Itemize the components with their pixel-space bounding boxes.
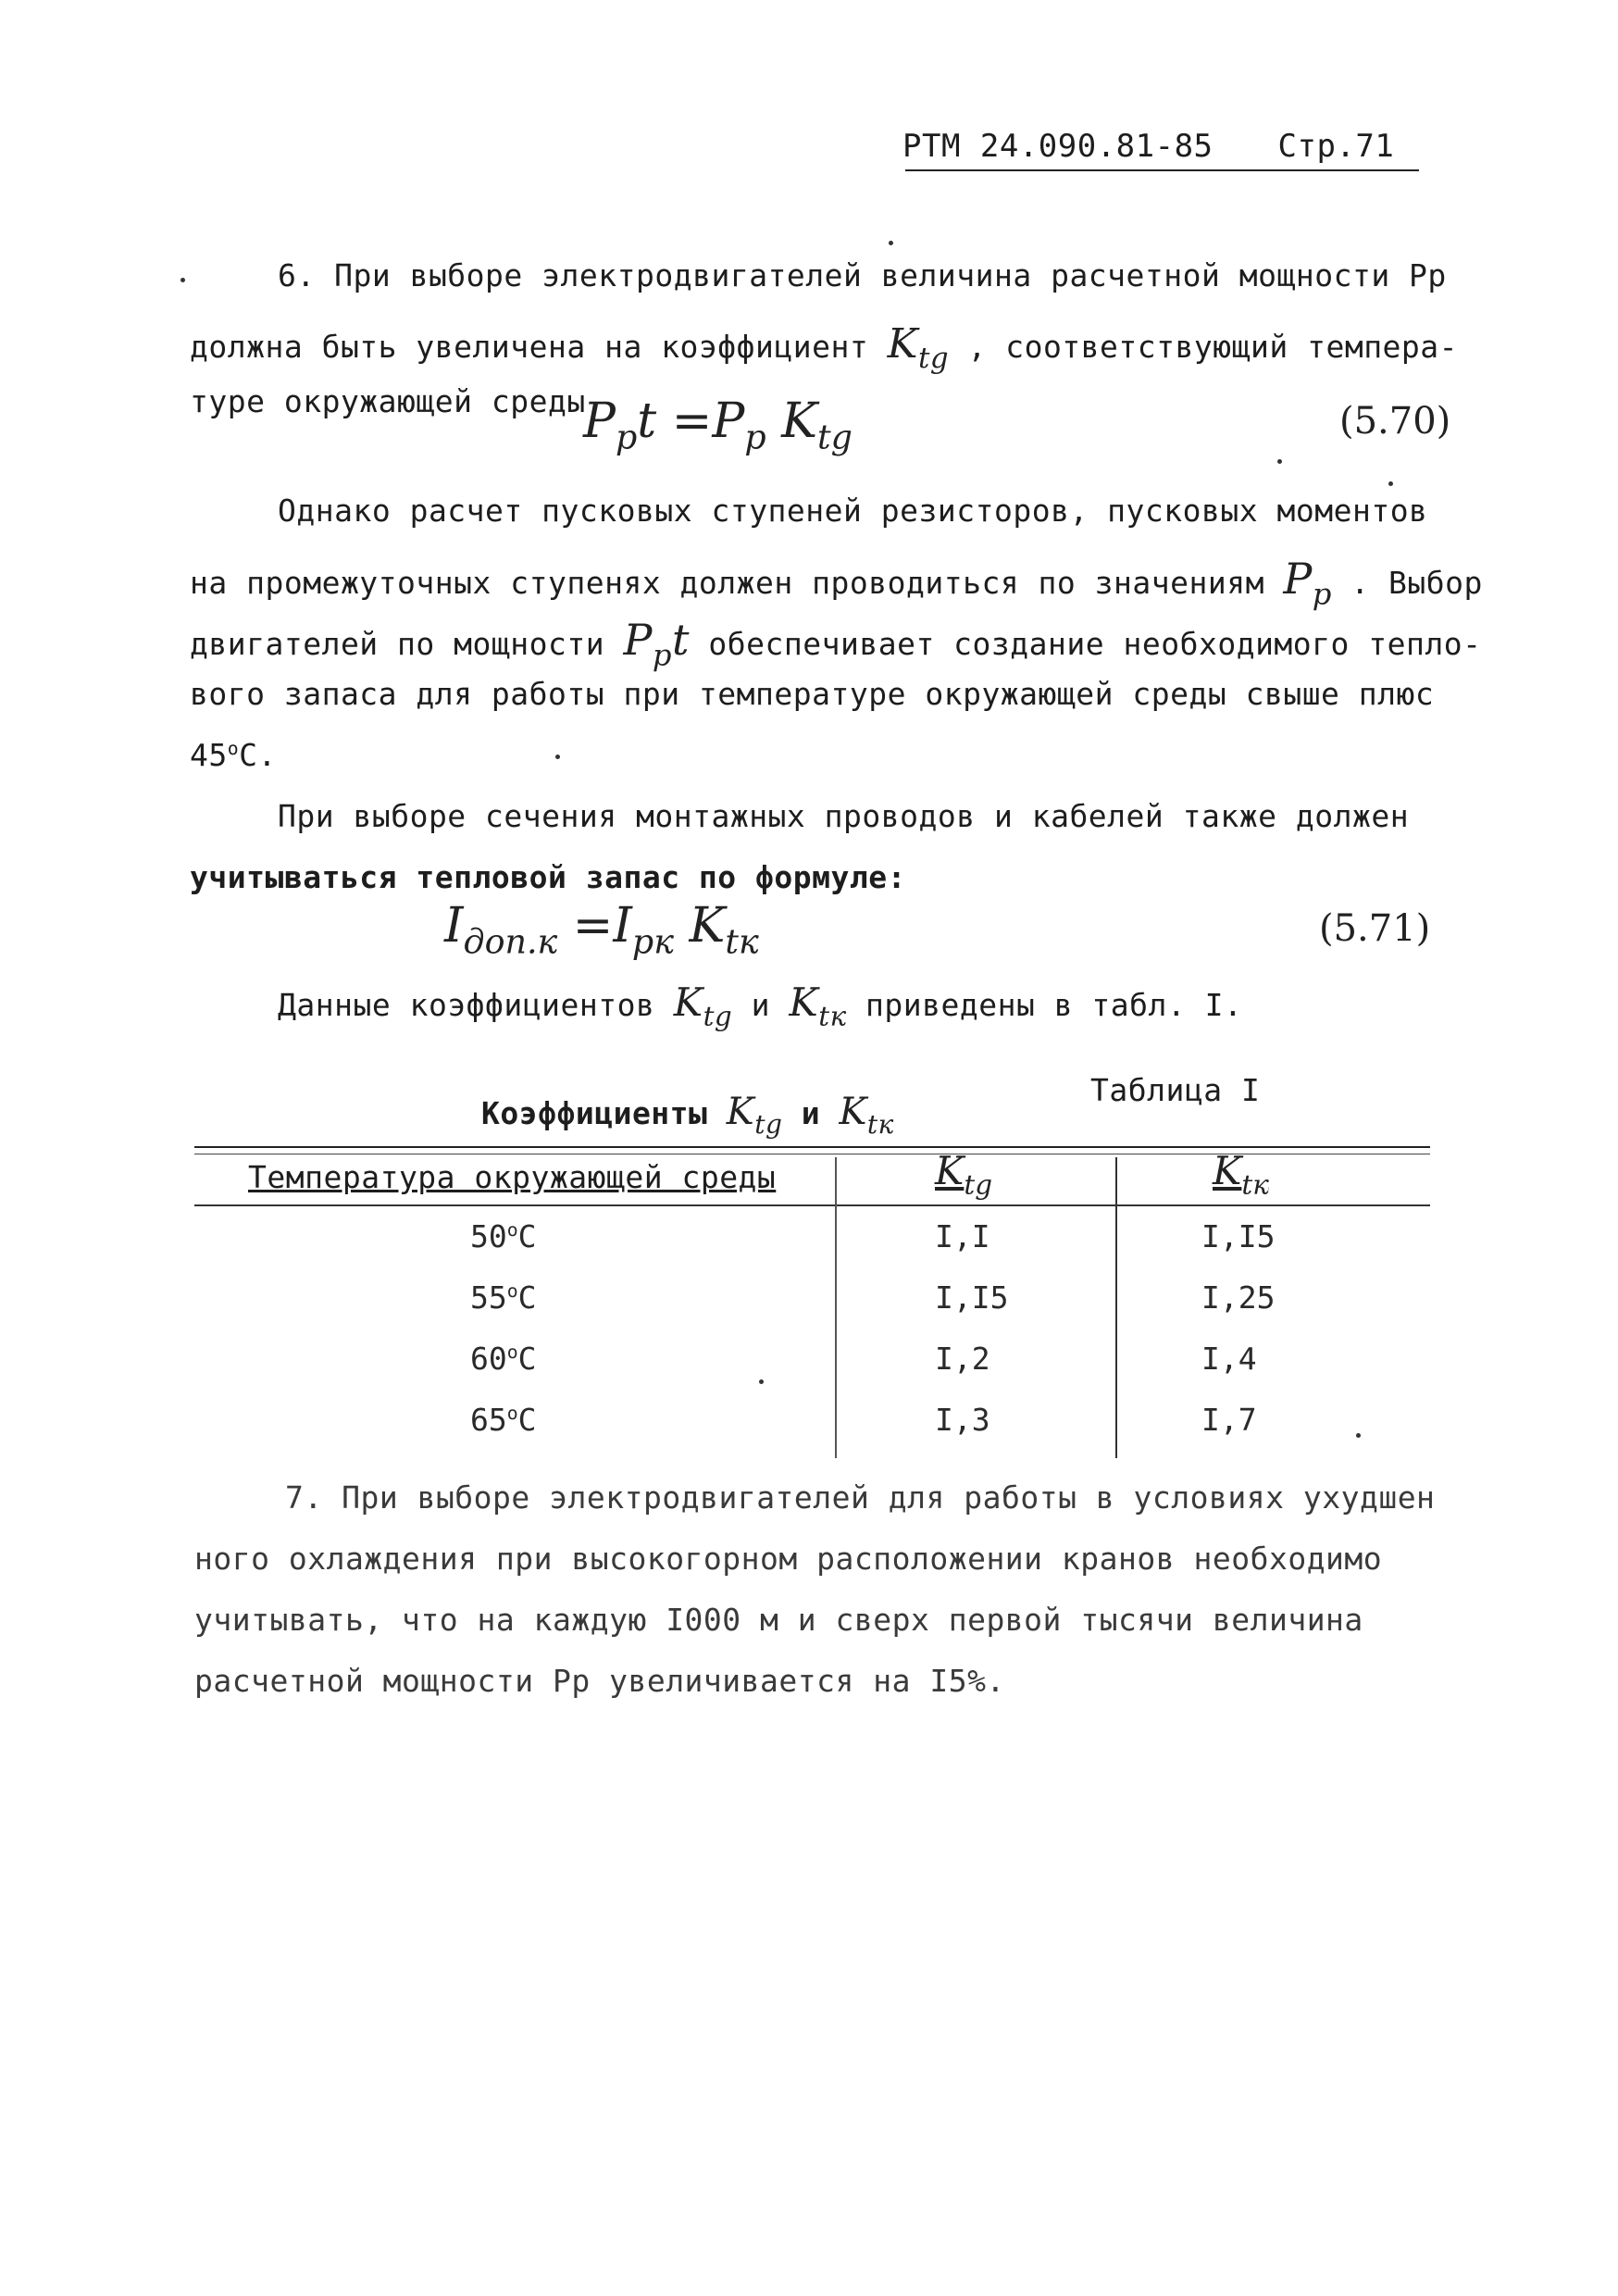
table-header-ktk xyxy=(1213,1148,1269,1200)
scan-speck xyxy=(180,278,185,282)
p-letter: P xyxy=(623,615,653,665)
k-letter: K xyxy=(839,1091,867,1133)
table-caption xyxy=(481,1091,894,1140)
p-subscript: p xyxy=(652,637,673,673)
para2-line3-text-b: обеспечивает создание необходимого тепло- xyxy=(708,626,1482,662)
table-cell-ktk: I,7 xyxy=(1201,1402,1257,1438)
k-subscript: tg xyxy=(703,1000,733,1032)
table-cell-ktg: I,3 xyxy=(935,1402,990,1438)
temperature-value: 60 xyxy=(470,1341,507,1377)
formula-symbol: P xyxy=(583,393,616,449)
ktg-symbol xyxy=(887,320,950,375)
scan-speck xyxy=(1277,459,1282,464)
k-letter: K xyxy=(887,320,918,368)
section7-line4: расчетной мощности Рр увеличивается на I5%. xyxy=(194,1663,1005,1699)
para2-line4: вого запаса для работы при температуре окружающей среды свыше плюс xyxy=(190,676,1435,712)
k-letter: K xyxy=(789,980,819,1025)
temperature-unit: С xyxy=(517,1218,537,1254)
k-letter: K xyxy=(1213,1148,1242,1193)
formula-subscript: tg xyxy=(817,417,853,457)
table-cell-ktk: I,25 xyxy=(1201,1279,1276,1316)
section6-line2-text-b: , соответствующий темпера- xyxy=(967,329,1459,365)
equation-number-5-71: (5.71) xyxy=(1319,907,1431,950)
temperature-unit: С xyxy=(517,1279,537,1316)
para2-line3 xyxy=(190,615,1481,672)
para2-line3-text-a: двигателей по мощности xyxy=(190,626,605,662)
table-header-temperature: Температура окружающей среды xyxy=(248,1159,777,1195)
ppt-symbol xyxy=(623,615,691,673)
formula-5-71 xyxy=(444,898,759,962)
formula-subscript: доп.к xyxy=(463,921,558,962)
section7-line3: учитывать, что на каждую I000 м и сверх первой тысячи величина xyxy=(194,1602,1363,1638)
formula-subscript: рк xyxy=(631,921,674,962)
table-cell-ktk: I,4 xyxy=(1201,1341,1257,1377)
degree-mark: o xyxy=(227,738,240,760)
degree-mark: o xyxy=(506,1341,518,1364)
conjunction: и xyxy=(751,987,770,1023)
formula-symbol: K xyxy=(781,393,817,449)
table-cell-ktg: I,2 xyxy=(935,1341,990,1377)
temperature-unit: С xyxy=(517,1402,537,1438)
ktk-symbol xyxy=(839,1091,894,1140)
table-reference-text-b: приведены в табл. I. xyxy=(865,987,1243,1023)
table-row-temperature xyxy=(470,1341,537,1377)
document-code: РТМ 24.090.81-85 xyxy=(902,128,1214,165)
page-header xyxy=(902,128,1394,165)
k-subscript: tg xyxy=(754,1108,783,1140)
table-cell-ktk: I,I5 xyxy=(1201,1218,1276,1254)
k-letter: K xyxy=(673,980,703,1025)
table-row-temperature xyxy=(470,1402,537,1438)
formula-symbol: P xyxy=(712,393,745,449)
formula-subscript: p xyxy=(616,417,638,457)
table-column-divider xyxy=(835,1157,837,1458)
para2-line2 xyxy=(190,554,1483,611)
formula-equals: = xyxy=(572,898,614,954)
table-row-temperature xyxy=(470,1218,537,1254)
p-subscript: p xyxy=(1312,576,1332,612)
para2-line2-text-a: на промежуточных ступенях должен проводиться по значениям xyxy=(190,565,1264,601)
p-letter: P xyxy=(1283,554,1313,604)
degree-mark: o xyxy=(506,1280,518,1303)
t-letter: t xyxy=(672,615,691,665)
degree-mark: o xyxy=(506,1219,518,1242)
formula-symbol: I xyxy=(444,898,464,954)
ktg-symbol xyxy=(673,980,733,1032)
temperature-value: 50 xyxy=(470,1218,507,1254)
formula-symbol: t xyxy=(637,393,657,449)
k-subscript: tк xyxy=(866,1108,894,1140)
scan-speck xyxy=(759,1379,764,1384)
formula-5-70 xyxy=(583,393,853,457)
section6-line3: туре окружающей среды xyxy=(190,383,586,419)
table-row-temperature xyxy=(470,1279,537,1316)
section6-line2-text-a: должна быть увеличена на коэффициент xyxy=(190,329,869,365)
scan-speck xyxy=(1356,1433,1361,1438)
ktk-symbol xyxy=(789,980,847,1032)
scan-speck xyxy=(555,755,560,759)
degree-mark: o xyxy=(506,1403,518,1425)
table-caption-text: Коэффициенты xyxy=(481,1095,708,1131)
section6-line1: 6. При выборе электродвигателей величина расчетной мощности Рр xyxy=(278,257,1447,293)
pp-symbol xyxy=(1283,554,1332,612)
equation-number-5-70: (5.70) xyxy=(1339,400,1451,443)
k-subscript: tg xyxy=(918,341,950,375)
table-column-divider xyxy=(1115,1157,1117,1458)
k-subscript: tg xyxy=(964,1168,993,1201)
section6-line2 xyxy=(190,320,1458,375)
scan-speck xyxy=(889,241,893,245)
ktg-symbol xyxy=(726,1091,783,1140)
temperature-value: 55 xyxy=(470,1279,507,1316)
para3-table-reference xyxy=(278,980,1242,1031)
table-cell-ktg: I,I5 xyxy=(935,1279,1009,1316)
temperature-value: 65 xyxy=(470,1402,507,1438)
formula-symbol: K xyxy=(689,898,726,954)
formula-equals: = xyxy=(671,393,713,449)
table-cell-ktg: I,I xyxy=(935,1218,990,1254)
section7-line1: 7. При выборе электродвигателей для работы в условиях ухудшен xyxy=(285,1479,1436,1516)
para2-line1: Однако расчет пусковых ступеней резисторов, пусковых моментов xyxy=(278,493,1428,529)
k-subscript: tк xyxy=(818,1000,847,1032)
para3-line2: учитываться тепловой запас по формуле: xyxy=(190,859,906,895)
formula-subscript: p xyxy=(744,417,766,457)
conjunction: и xyxy=(801,1095,821,1131)
k-letter: K xyxy=(935,1148,965,1193)
temperature-value: 45 xyxy=(190,737,228,773)
table-reference-text-a: Данные коэффициентов xyxy=(278,987,655,1023)
temperature-unit: С xyxy=(517,1341,537,1377)
page-number: Стр.71 xyxy=(1277,128,1395,165)
para2-line5 xyxy=(190,737,277,773)
formula-subscript: tк xyxy=(725,921,759,962)
para3-line1: При выборе сечения монтажных проводов и кабелей также должен xyxy=(278,798,1410,834)
header-underline xyxy=(905,169,1419,171)
scan-speck xyxy=(1388,481,1393,486)
k-letter: K xyxy=(726,1091,755,1133)
section7-line2: ного охлаждения при высокогорном расположении кранов необходимо xyxy=(194,1541,1383,1577)
k-subscript: tк xyxy=(1241,1168,1269,1201)
para2-line2-text-b: . Выбор xyxy=(1350,565,1483,601)
formula-symbol: I xyxy=(613,898,632,954)
table-label: Таблица I xyxy=(1090,1072,1261,1108)
table-header-ktg xyxy=(935,1148,992,1200)
temperature-unit: С. xyxy=(239,737,277,773)
table-header-rule xyxy=(194,1204,1430,1206)
